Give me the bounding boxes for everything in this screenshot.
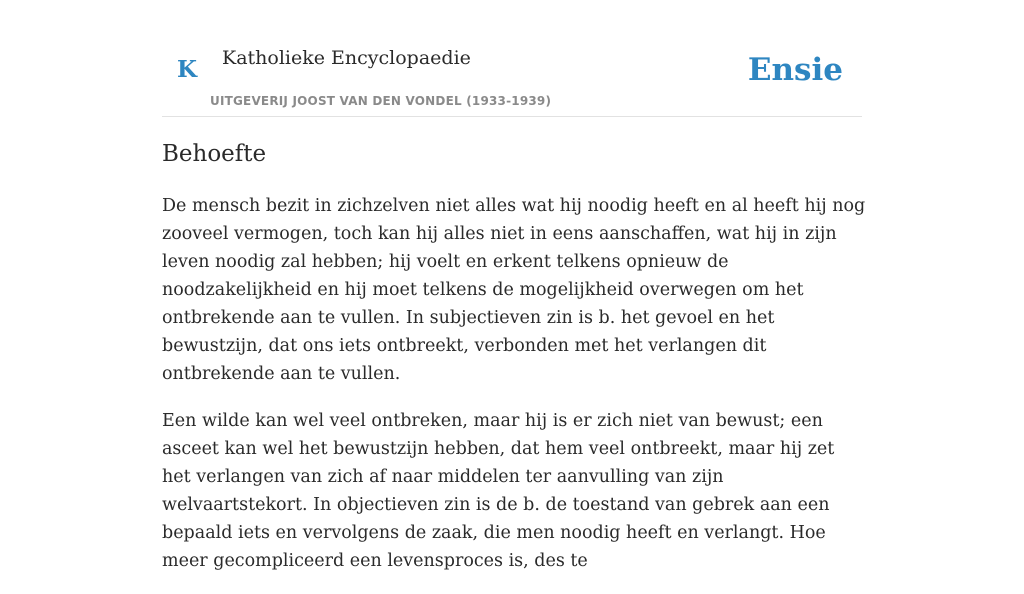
site-title[interactable]: Katholieke Encyclopaedie <box>222 47 471 69</box>
logo-letter[interactable]: K <box>177 56 197 83</box>
article-paragraph: Een wilde kan wel veel ontbreken, maar hij is er zich niet van bewust; een asceet kan wel het bewustzijn hebben, dat hem veel ontbreekt, maar hij zet het verlangen van zich af naar middelen ter aanvulling van zijn welvaartstekort. In objectieven zin is de b. de toestand van gebrek aan een bepaald iets en vervolgens de zaak, die men noodig heeft en verlangt. Hoe meer gecompliceerd een levensproces is, des te <box>162 411 835 571</box>
article-title: Behoefte <box>162 141 267 167</box>
article-paragraph: De mensch bezit in zichzelven niet alles wat hij noodig heeft en al heeft hij nog zooveel vermogen, toch kan hij alles niet in eens aanschaffen, wat hij in zijn leven noodig zal hebben; hij voelt en erkent telkens opnieuw de noodzakelijkheid en hij moet telkens de mogelijkheid overwegen om het ontbrekende aan te vullen. In subjectieven zin is b. het gevoel en het bewustzijn, dat ons iets ontbreekt, verbonden met het verlangen dit ontbrekende aan te vullen. <box>162 196 866 384</box>
site-header <box>162 0 862 117</box>
brand-logo[interactable]: Ensie <box>747 52 843 88</box>
article <box>162 138 866 594</box>
publisher-label: UITGEVERIJ JOOST VAN DEN VONDEL (1933-1939) <box>210 94 552 108</box>
